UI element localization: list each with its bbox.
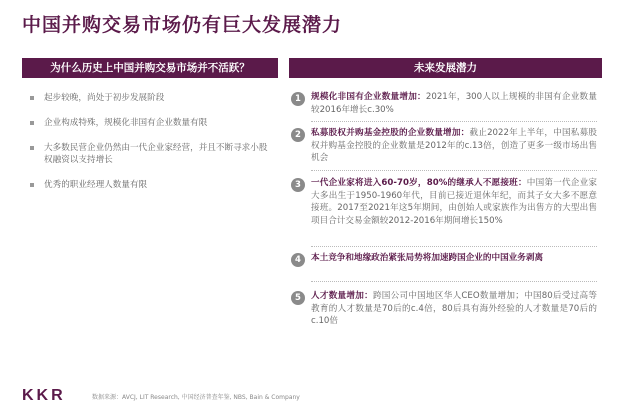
kkr-logo: KKR	[22, 387, 66, 404]
potential-detail: 跨国公司中国地区华人CEO数量增加；中国80后受过高等教育的人才数量是70后的c.4倍，80后具有海外经验的人才数量是70后的c.10倍	[311, 291, 597, 327]
number-badge: 2	[291, 128, 305, 142]
divider	[311, 170, 597, 171]
potential-text	[311, 177, 597, 227]
reason-item: 企业构成特殊，规模化非国有企业数量有限	[30, 117, 275, 129]
left-panel-header: 为什么历史上中国并购交易市场并不活跃？	[22, 58, 278, 78]
potential-heading: 本土竞争和地缘政治紧张局势将加速跨国企业的中国业务剥离	[311, 253, 544, 263]
right-panel-header: 未来发展潜力	[289, 58, 602, 78]
number-badge: 5	[291, 291, 305, 305]
potential-detail: 截止2022年上半年，中国私募股权并购基金控股的企业数量是2012年的c.13倍，创造了更多一级市场出售机会	[311, 128, 597, 164]
divider	[311, 281, 597, 282]
potential-detail: 中国第一代企业家大多出生于1950-1960年代，目前已接近退休年纪，而其子女大多不愿意接班。2017至2021年这5年期间，由创始人或家族作为出售方的大型出售项目合计交易金额较2012-2016年期间增长150%	[311, 178, 597, 226]
number-badge: 1	[291, 92, 305, 106]
divider	[311, 121, 597, 122]
potential-detail: 2021年，300人以上规模的非国有企业数量较2016年增长c.30%	[311, 92, 597, 115]
potential-text	[311, 290, 597, 328]
potential-text	[311, 91, 597, 116]
divider	[311, 246, 597, 247]
potential-heading: 私募股权并购基金控股的企业数量增加：	[311, 128, 470, 138]
reason-item: 大多数民营企业仍然由一代企业家经营，并且不断寻求小股权融资以支持增长	[30, 142, 275, 166]
potential-heading: 人才数量增加：	[311, 291, 373, 301]
number-badge: 4	[291, 253, 305, 267]
source-note: 数据来源：AVCJ, LIT Research, 中国经济普查年鉴, NBS, Bain & Company	[92, 394, 300, 401]
page-title: 中国并购交易市场仍有巨大发展潜力	[22, 14, 343, 36]
potential-text	[311, 252, 597, 265]
potential-heading: 规模化非国有企业数量增加：	[311, 92, 426, 102]
number-badge: 3	[291, 178, 305, 192]
reason-item: 优秀的职业经理人数量有限	[30, 179, 275, 191]
reason-item: 起步较晚，尚处于初步发展阶段	[30, 92, 275, 104]
potential-heading: 一代企业家将进入60-70岁，80%的继承人不愿接班：	[311, 178, 527, 188]
reasons-list	[30, 92, 275, 204]
potential-text	[311, 127, 597, 165]
